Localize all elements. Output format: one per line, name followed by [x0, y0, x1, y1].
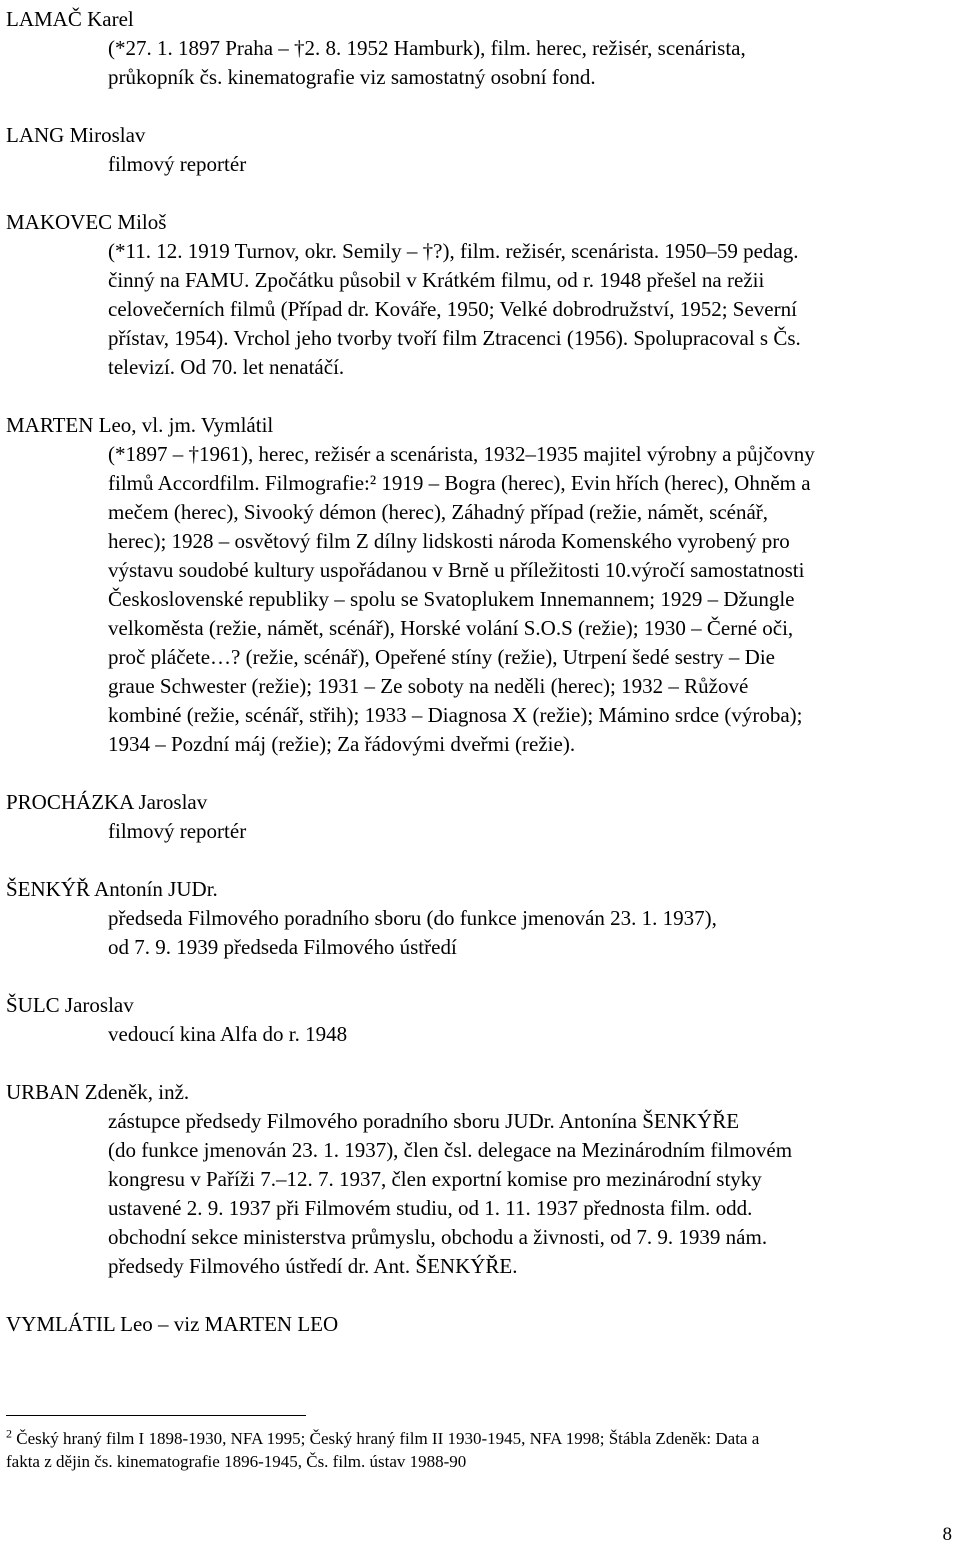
entry-line: velkoměsta (režie, námět, scénář), Horské volání S.O.S (režie); 1930 – Černé oči,	[108, 616, 794, 640]
entry-line: televizí. Od 70. let nenatáčí.	[108, 355, 345, 379]
entry-name: VYMLÁTIL Leo – viz MARTEN LEO	[6, 1312, 339, 1336]
entry-name: MAKOVEC Miloš	[6, 210, 167, 234]
entry-name: ŠENKÝŘ Antonín JUDr.	[6, 877, 218, 901]
entry-line: (*11. 12. 1919 Turnov, okr. Semily – †?), film. režisér, scenárista. 1950–59 pedag.	[108, 239, 799, 263]
entry-line: průkopník čs. kinematografie viz samostatný osobní fond.	[108, 65, 596, 89]
entry-line: předsedy Filmového ústředí dr. Ant. ŠENKÝŘE.	[108, 1254, 518, 1278]
entry-prochazka	[6, 788, 956, 846]
entry-line: filmový reportér	[108, 819, 247, 843]
entry-line: (*1897 – †1961), herec, režisér a scenárista, 1932–1935 majitel výrobny a půjčovny	[108, 442, 815, 466]
entry-line: 1934 – Pozdní máj (režie); Za řádovými dveřmi (režie).	[108, 732, 576, 756]
entry-line: činný na FAMU. Zpočátku působil v Krátkém filmu, od r. 1948 přešel na režii	[108, 268, 765, 292]
entry-line: přístav, 1954). Vrchol jeho tvorby tvoří film Ztracenci (1956). Spolupracoval s Čs.	[108, 326, 801, 350]
entry-name: URBAN Zdeněk, inž.	[6, 1080, 190, 1104]
entry-lang	[6, 121, 956, 179]
entry-makovec	[6, 208, 956, 382]
entry-marten	[6, 411, 956, 759]
entry-line: mečem (herec), Sivooký démon (herec), Záhadný případ (režie, námět, scénář,	[108, 500, 769, 524]
entry-line: Československé republiky – spolu se Svatoplukem Innemannem; 1929 – Džungle	[108, 587, 795, 611]
entry-line: graue Schwester (režie); 1931 – Ze soboty na neděli (herec); 1932 – Růžové	[108, 674, 749, 698]
document-page	[6, 5, 956, 1368]
entry-name: LAMAČ Karel	[6, 7, 134, 31]
entry-line: kombiné (režie, scénář, střih); 1933 – Diagnosa X (režie); Mámino srdce (výroba);	[108, 703, 803, 727]
entry-line: obchodní sekce ministerstva průmyslu, obchodu a živnosti, od 7. 9. 1939 nám.	[108, 1225, 768, 1249]
entry-line: kongresu v Paříži 7.–12. 7. 1937, člen exportní komise pro mezinárodní styky	[108, 1167, 762, 1191]
entry-line: filmů Accordfilm. Filmografie:² 1919 – Bogra (herec), Evin hřích (herec), Ohněm a	[108, 471, 811, 495]
footnote-divider	[6, 1415, 306, 1416]
entry-line: předseda Filmového poradního sboru (do funkce jmenován 23. 1. 1937),	[108, 906, 717, 930]
entry-line: (do funkce jmenován 23. 1. 1937), člen čsl. delegace na Mezinárodním filmovém	[108, 1138, 793, 1162]
entry-line: ustavené 2. 9. 1937 při Filmovém studiu, od 1. 11. 1937 přednosta film. odd.	[108, 1196, 753, 1220]
entry-name: ŠULC Jaroslav	[6, 993, 134, 1017]
entry-line: vedoucí kina Alfa do r. 1948	[108, 1022, 348, 1046]
footnote	[6, 1427, 941, 1473]
footnote-line	[6, 1427, 941, 1450]
footnote-text: Český hraný film I 1898-1930, NFA 1995; Český hraný film II 1930-1945, NFA 1998; Štábla Zdeněk: Data a	[16, 1429, 760, 1448]
entry-urban	[6, 1078, 956, 1281]
entry-line: proč pláčete…? (režie, scénář), Opeřené stíny (režie), Utrpení šedé sestry – Die	[108, 645, 776, 669]
entry-senkyr	[6, 875, 956, 962]
entry-line: filmový reportér	[108, 152, 247, 176]
footnote-mark: 2	[6, 1426, 12, 1441]
footnote-line: fakta z dějin čs. kinematografie 1896-1945, Čs. film. ústav 1988-90	[6, 1452, 467, 1471]
entry-line: (*27. 1. 1897 Praha – †2. 8. 1952 Hamburk), film. herec, režisér, scenárista,	[108, 36, 746, 60]
entry-name: LANG Miroslav	[6, 123, 146, 147]
entry-line: celovečerních filmů (Případ dr. Kováře, 1950; Velké dobrodružství, 1952; Severní	[108, 297, 797, 321]
entry-lamac	[6, 5, 956, 92]
entry-line: zástupce předsedy Filmového poradního sboru JUDr. Antonína ŠENKÝŘE	[108, 1109, 740, 1133]
page-number: 8	[942, 1524, 952, 1545]
entry-line: od 7. 9. 1939 předseda Filmového ústředí	[108, 935, 457, 959]
entry-vymlatil	[6, 1310, 956, 1339]
entry-line: výstavu soudobé kultury uspořádanou v Brně u příležitosti 10.výročí samostatnosti	[108, 558, 805, 582]
entry-sulc	[6, 991, 956, 1049]
entry-line: herec); 1928 – osvětový film Z dílny lidskosti národa Komenského vyrobený pro	[108, 529, 790, 553]
entry-name: MARTEN Leo, vl. jm. Vymlátil	[6, 413, 274, 437]
entry-name: PROCHÁZKA Jaroslav	[6, 790, 208, 814]
